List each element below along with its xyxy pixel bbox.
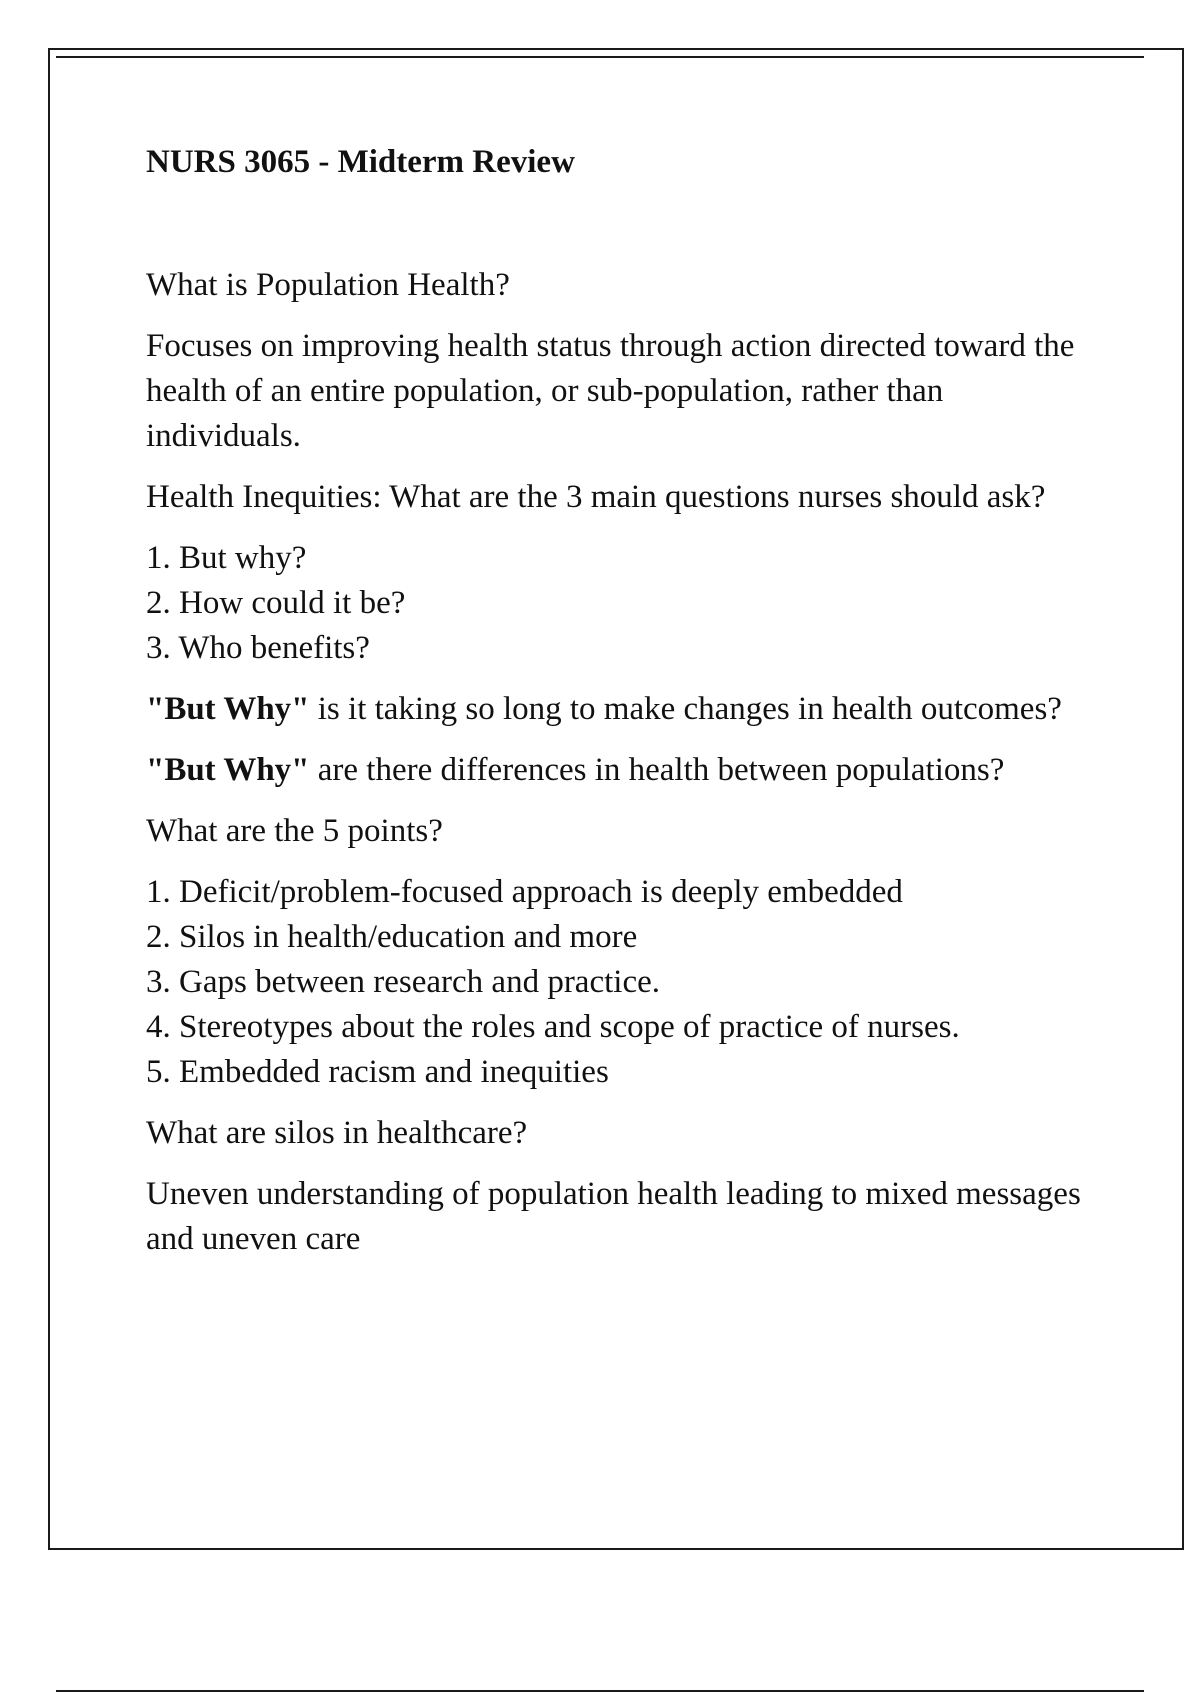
question-health-inequities: Health Inequities: What are the 3 main questions nurses should ask? [146,479,1046,515]
top-divider [56,56,1144,58]
question-population-health: What is Population Health? [146,267,510,303]
document-title: NURS 3065 - Midterm Review [146,144,575,180]
but-why-statement-1 [146,687,1086,732]
list-item: 3. Who benefits? [146,630,370,666]
bottom-divider [56,1690,1144,1692]
list-item: 5. Embedded racism and inequities [146,1054,609,1090]
but-why-emphasis: "But Why" [146,691,310,727]
list-item: 2. Silos in health/education and more [146,919,638,955]
list-item: 1. But why? [146,540,307,576]
list-item: 4. Stereotypes about the roles and scope of practice of nurses. [146,1009,960,1045]
but-why-emphasis: "But Why" [146,752,310,788]
answer-population-health: Focuses on improving health status through action directed toward the health of an entire population, or sub-population, rather than individuals. [146,328,1075,454]
question-five-points: What are the 5 points? [146,813,443,849]
document-body [146,140,1086,1278]
list-item: 2. How could it be? [146,585,406,621]
question-silos: What are silos in healthcare? [146,1115,528,1151]
but-why-text: are there differences in health between populations? [309,752,1005,788]
but-why-statement-2 [146,748,1086,793]
list-item: 3. Gaps between research and practice. [146,964,660,1000]
list-item: 1. Deficit/problem-focused approach is deeply embedded [146,874,903,910]
five-points-list [146,870,1086,1095]
answer-silos: Uneven understanding of population health leading to mixed messages and uneven care [146,1176,1081,1257]
three-questions-list [146,536,1086,671]
but-why-text: is it taking so long to make changes in health outcomes? [309,691,1062,727]
